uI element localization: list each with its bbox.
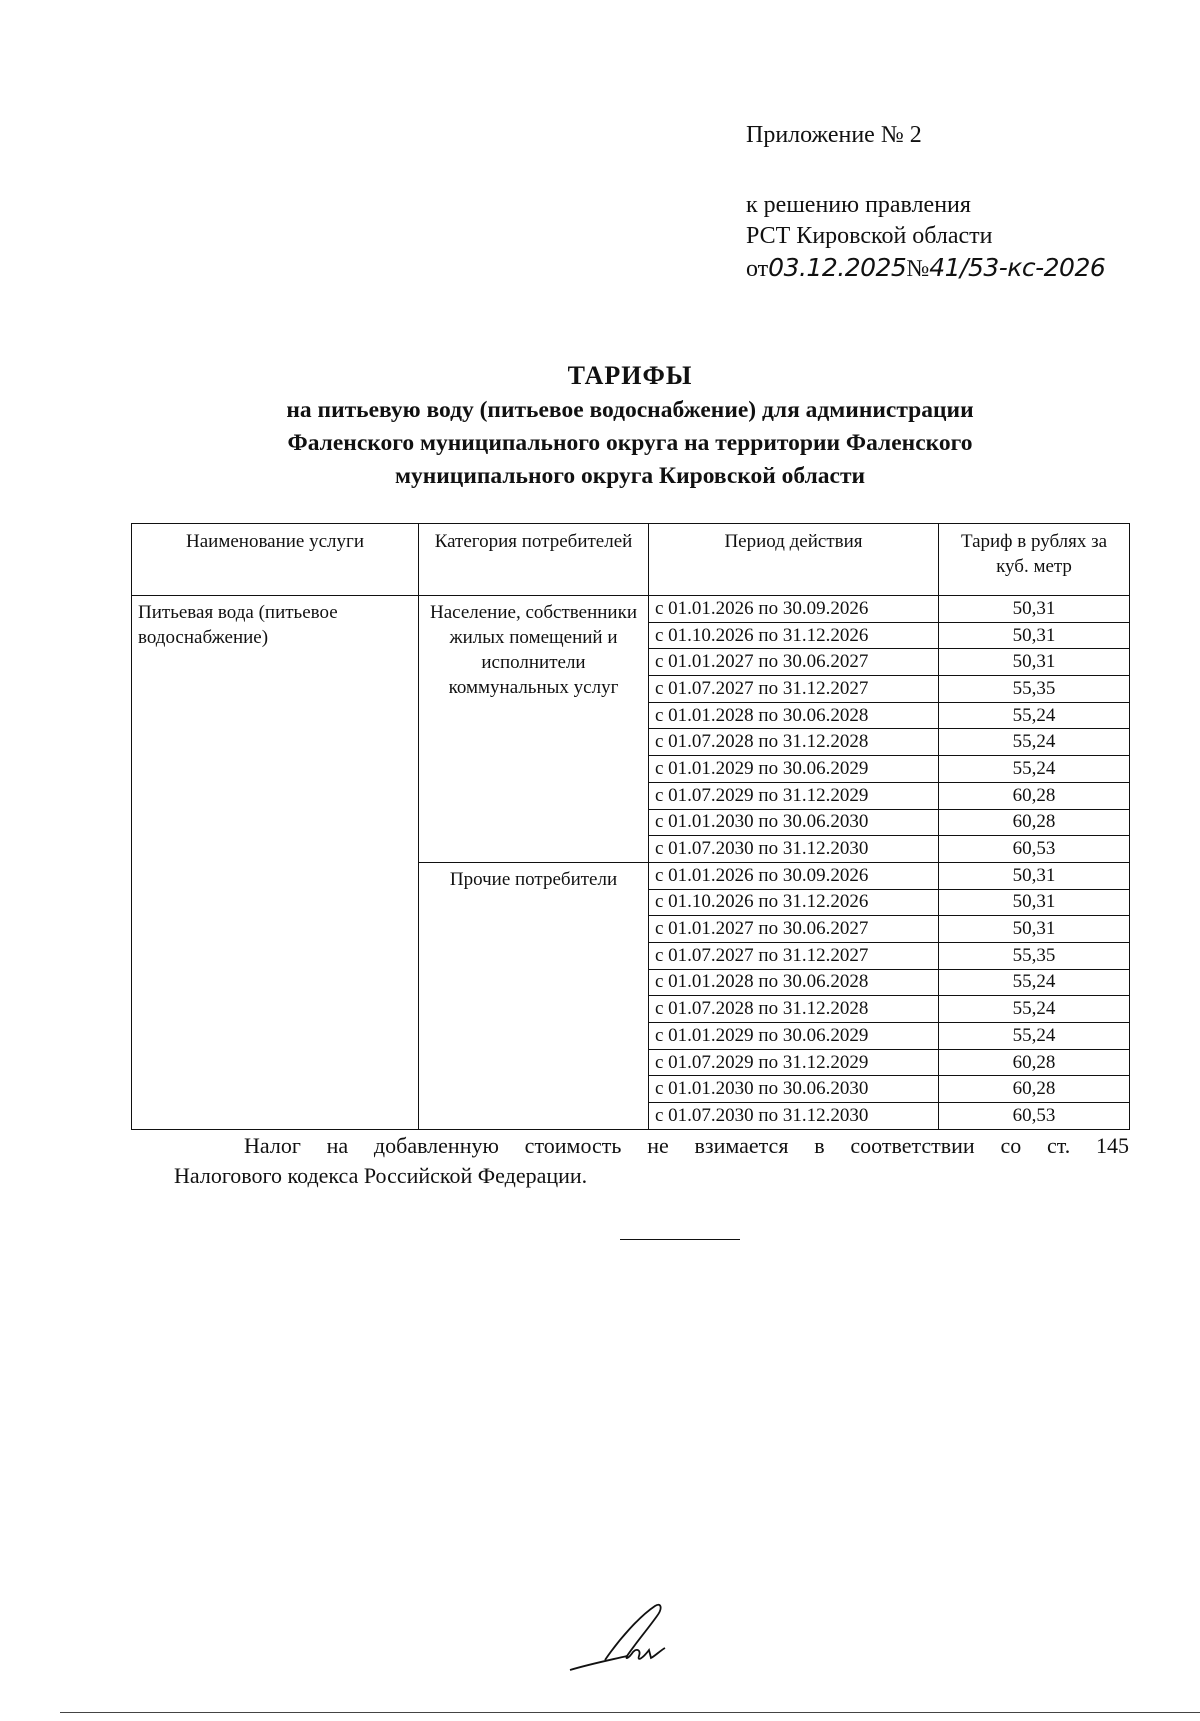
period-cell: с 01.07.2028 по 31.12.2028 xyxy=(649,729,939,756)
period-cell: с 01.07.2030 по 31.12.2030 xyxy=(649,836,939,863)
period-cell: с 01.07.2030 по 31.12.2030 xyxy=(649,1103,939,1130)
tariff-cell: 55,35 xyxy=(939,942,1130,969)
period-cell: с 01.01.2029 по 30.06.2029 xyxy=(649,1023,939,1050)
tariff-cell: 50,31 xyxy=(939,596,1130,623)
handwritten-number: 41/53-кс-2026 xyxy=(929,253,1106,282)
closing-divider xyxy=(620,1239,740,1240)
period-cell: с 01.07.2027 по 31.12.2027 xyxy=(649,942,939,969)
vat-note-line-1: Налог на добавленную стоимость не взимается в соответствии со ст. 145 xyxy=(244,1133,1129,1158)
tariff-cell: 55,24 xyxy=(939,969,1130,996)
period-cell: с 01.01.2027 по 30.06.2027 xyxy=(649,649,939,676)
tariff-cell: 55,24 xyxy=(939,1023,1130,1050)
period-cell: с 01.01.2028 по 30.06.2028 xyxy=(649,969,939,996)
page-bottom-rule xyxy=(60,1712,1200,1713)
appendix-block xyxy=(746,120,1176,151)
tariff-cell: 60,28 xyxy=(939,809,1130,836)
period-cell: с 01.07.2029 по 31.12.2029 xyxy=(649,1049,939,1076)
tariff-cell: 50,31 xyxy=(939,916,1130,943)
header-tariff: Тариф в рублях за куб. метр xyxy=(939,524,1130,596)
tariff-cell: 60,28 xyxy=(939,1076,1130,1103)
period-cell: с 01.01.2029 по 30.06.2029 xyxy=(649,756,939,783)
vat-note xyxy=(174,1131,1129,1191)
period-cell: с 01.01.2026 по 30.09.2026 xyxy=(649,596,939,623)
appendix-reference xyxy=(746,190,1176,285)
tariff-cell: 50,31 xyxy=(939,889,1130,916)
period-cell: с 01.01.2030 по 30.06.2030 xyxy=(649,809,939,836)
title-line-2: Фаленского муниципального округа на территории Фаленского xyxy=(287,430,973,456)
table-header-row xyxy=(132,524,1130,596)
appendix-number: Приложение № 2 xyxy=(746,122,922,148)
appendix-date-line xyxy=(746,252,1176,285)
period-cell: с 01.07.2028 по 31.12.2028 xyxy=(649,996,939,1023)
title-line-1: на питьевую воду (питьевое водоснабжение) для администрации xyxy=(286,397,974,423)
vat-note-line-2: Налогового кодекса Российской Федерации. xyxy=(174,1163,588,1188)
tariff-cell: 60,53 xyxy=(939,836,1130,863)
tariff-cell: 55,24 xyxy=(939,702,1130,729)
service-name-cell: Питьевая вода (питьевое водоснабжение) xyxy=(132,596,419,1130)
category-cell: Население, собственники жилых помещений и исполнители коммунальных услуг xyxy=(419,596,649,863)
table-row xyxy=(132,596,1130,623)
period-cell: с 01.07.2029 по 31.12.2029 xyxy=(649,782,939,809)
tariff-cell: 55,24 xyxy=(939,729,1130,756)
tariff-cell: 60,28 xyxy=(939,782,1130,809)
category-cell: Прочие потребители xyxy=(419,862,649,1129)
tariff-cell: 55,24 xyxy=(939,996,1130,1023)
header-service: Наименование услуги xyxy=(132,524,419,596)
tariff-cell: 60,28 xyxy=(939,1049,1130,1076)
period-cell: с 01.01.2026 по 30.09.2026 xyxy=(649,862,939,889)
period-cell: с 01.01.2030 по 30.06.2030 xyxy=(649,1076,939,1103)
period-cell: с 01.10.2026 по 31.12.2026 xyxy=(649,622,939,649)
header-category: Категория потребителей xyxy=(419,524,649,596)
tariff-cell: 55,24 xyxy=(939,756,1130,783)
tariff-cell: 50,31 xyxy=(939,862,1130,889)
period-cell: с 01.01.2027 по 30.06.2027 xyxy=(649,916,939,943)
handwritten-date: 03.12.2025 xyxy=(768,253,907,282)
period-cell: с 01.07.2027 по 31.12.2027 xyxy=(649,676,939,703)
tariff-cell: 60,53 xyxy=(939,1103,1130,1130)
tariff-cell: 50,31 xyxy=(939,649,1130,676)
tariff-table xyxy=(131,523,1130,1130)
title-heading: ТАРИФЫ xyxy=(567,361,693,390)
signature xyxy=(565,1598,675,1688)
appendix-authority: РСТ Кировской области xyxy=(746,223,993,249)
tariff-cell: 50,31 xyxy=(939,622,1130,649)
date-prefix: от xyxy=(746,256,769,282)
period-cell: с 01.10.2026 по 31.12.2026 xyxy=(649,889,939,916)
tariff-table-body xyxy=(132,596,1130,1130)
number-sign: № xyxy=(906,256,930,282)
header-period: Период действия xyxy=(649,524,939,596)
title-line-3: муниципального округа Кировской области xyxy=(394,463,866,489)
appendix-to-decision: к решению правления xyxy=(746,192,971,218)
tariff-cell: 55,35 xyxy=(939,676,1130,703)
document-title xyxy=(130,358,1130,493)
period-cell: с 01.01.2028 по 30.06.2028 xyxy=(649,702,939,729)
